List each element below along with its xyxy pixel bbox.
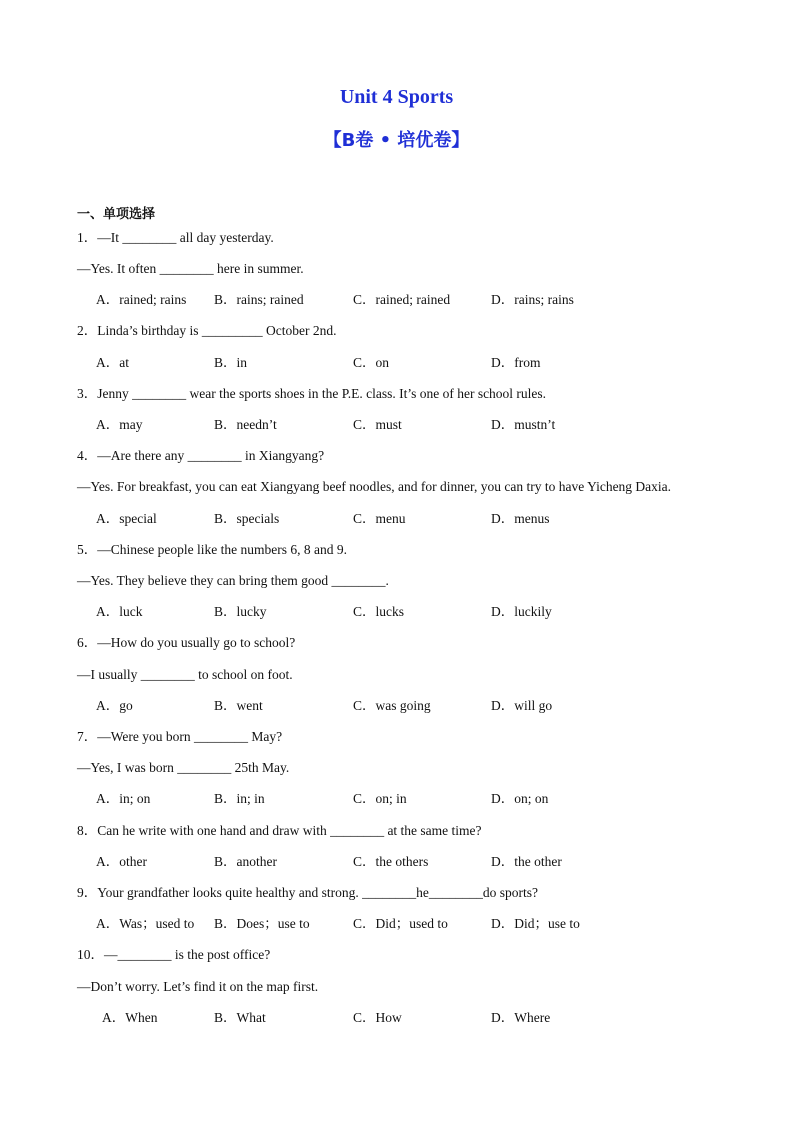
option-b: B．lucky — [214, 604, 267, 619]
option-a: A．go — [96, 698, 133, 713]
option-a: A．other — [96, 854, 147, 869]
question-5-line-1: 5．—Chinese people like the numbers 6, 8 and 9. — [77, 542, 347, 557]
option-c: C．on; in — [353, 791, 407, 806]
question-9-options — [96, 916, 716, 932]
question-1-line-2: —Yes. It often ________ here in summer. — [77, 261, 304, 276]
option-a: A．in; on — [96, 791, 151, 806]
option-c: C．lucks — [353, 604, 405, 619]
question-5-options — [96, 604, 716, 620]
option-b: B．specials — [214, 511, 280, 526]
option-d: D．luckily — [491, 604, 552, 619]
option-b: B．What — [214, 1010, 266, 1025]
option-b: B．in — [214, 355, 248, 370]
question-4-line-1: 4．—Are there any ________ in Xiangyang? — [77, 448, 325, 463]
option-b: B．Does；use to — [214, 916, 310, 931]
question-3-options — [96, 417, 716, 433]
question-1-options — [96, 292, 716, 308]
question-8-options — [96, 854, 716, 870]
option-a: A．may — [96, 417, 143, 432]
option-c: C．must — [353, 417, 402, 432]
question-2-line-1: 2．Linda’s birthday is _________ October 2nd. — [77, 323, 337, 338]
section-heading: 一、单项选择 — [77, 207, 156, 222]
option-d: D．from — [491, 355, 541, 370]
option-d: D．rains; rains — [491, 292, 574, 307]
question-8-line-1: 8．Can he write with one hand and draw with ________ at the same time? — [77, 823, 482, 838]
option-c: C．rained; rained — [353, 292, 451, 307]
question-10-line-1: 10．—________ is the post office? — [77, 947, 271, 962]
option-b: B．rains; rained — [214, 292, 304, 307]
option-c: C．Did；used to — [353, 916, 448, 931]
option-a: A．When — [102, 1010, 158, 1025]
question-5-line-2: —Yes. They believe they can bring them good ________. — [77, 573, 389, 588]
question-4-options — [96, 511, 716, 527]
question-2-options — [96, 355, 716, 371]
question-7-options — [96, 791, 716, 807]
option-a: A．rained; rains — [96, 292, 187, 307]
option-c: C．How — [353, 1010, 402, 1025]
option-b: B．in; in — [214, 791, 265, 806]
option-a: A．Was；used to — [96, 916, 195, 931]
page-subtitle: 【B卷 • 培优卷】 — [323, 130, 470, 151]
option-a: A．at — [96, 355, 129, 370]
option-b: B．went — [214, 698, 263, 713]
option-a: A．special — [96, 511, 157, 526]
option-c: C．menu — [353, 511, 406, 526]
option-d: D．menus — [491, 511, 550, 526]
option-a: A．luck — [96, 604, 143, 619]
question-3-line-1: 3．Jenny ________ wear the sports shoes in the P.E. class. It’s one of her school rules. — [77, 386, 547, 401]
option-c: C．on — [353, 355, 390, 370]
option-d: D．mustn’t — [491, 417, 556, 432]
question-6-options — [96, 698, 716, 714]
question-1-line-1: 1．—It ________ all day yesterday. — [77, 230, 274, 245]
option-c: C．was going — [353, 698, 431, 713]
option-d: D．the other — [491, 854, 562, 869]
question-10-options — [102, 1010, 722, 1026]
question-7-line-2: —Yes, I was born ________ 25th May. — [77, 760, 290, 775]
option-d: D．will go — [491, 698, 553, 713]
question-9-line-1: 9．Your grandfather looks quite healthy and strong. ________he________do sports? — [77, 885, 538, 900]
question-10-line-2: —Don’t worry. Let’s find it on the map first. — [77, 979, 319, 994]
question-7-line-1: 7．—Were you born ________ May? — [77, 729, 283, 744]
option-d: D．on; on — [491, 791, 549, 806]
question-4-line-2: —Yes. For breakfast, you can eat Xiangyang beef noodles, and for dinner, you can try to have Yicheng Daxia. — [77, 479, 672, 494]
option-b: B．another — [214, 854, 277, 869]
question-6-line-1: 6．—How do you usually go to school? — [77, 635, 296, 650]
option-b: B．needn’t — [214, 417, 277, 432]
option-d: D．Did；use to — [491, 916, 580, 931]
page-title: Unit 4 Sports — [339, 86, 454, 108]
question-6-line-2: —I usually ________ to school on foot. — [77, 667, 293, 682]
option-d: D．Where — [491, 1010, 551, 1025]
option-c: C．the others — [353, 854, 429, 869]
